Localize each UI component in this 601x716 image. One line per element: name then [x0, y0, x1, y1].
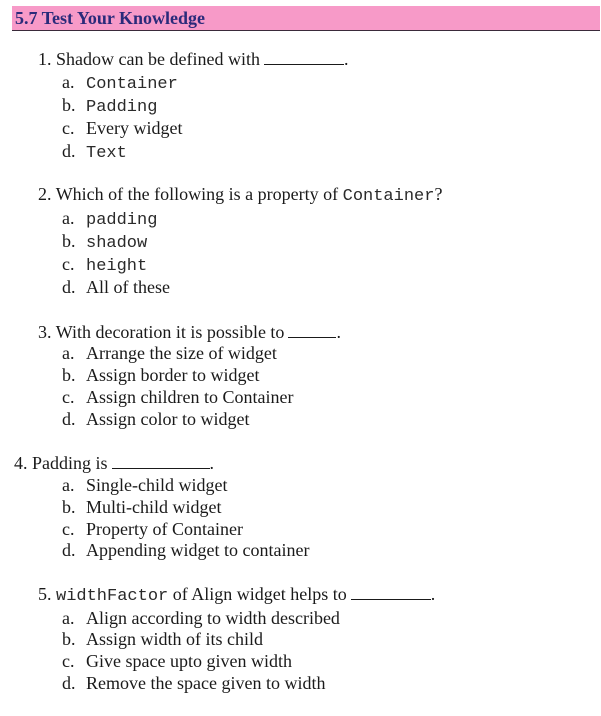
question-number: 5.: [38, 584, 52, 604]
option-2a: a. padding: [62, 208, 158, 230]
section-header: [12, 6, 600, 31]
answer-blank: [351, 585, 431, 600]
question-5-stem: [38, 583, 435, 608]
option-5b: b. Assign width of its child: [62, 629, 264, 649]
question-3-stem: [38, 321, 341, 343]
question-1-stem: [38, 48, 348, 70]
option-4b: b. Multi-child widget: [62, 497, 222, 517]
question-text-end: .: [343, 49, 349, 69]
option-1d: d. Text: [62, 141, 127, 163]
code-word: Container: [342, 187, 435, 206]
option-5a: a. Align according to width described: [62, 608, 340, 628]
option-1c: c. Every widget: [62, 118, 183, 138]
answer-blank: [288, 323, 336, 338]
answer-blank: [264, 50, 344, 65]
question-number: 2.: [38, 184, 52, 204]
option-2c: c. height: [62, 254, 148, 276]
question-text: Shadow can be defined with: [56, 49, 260, 69]
question-4-stem: [14, 452, 214, 474]
option-2d: d. All of these: [62, 277, 170, 297]
question-2-stem: [38, 183, 442, 208]
code-word: widthFactor: [56, 587, 169, 606]
question-number: 1.: [38, 49, 52, 69]
question-text: With decoration it is possible to: [55, 322, 285, 342]
option-4a: a. Single-child widget: [62, 475, 228, 495]
option-4d: d. Appending widget to container: [62, 540, 310, 560]
option-3b: b. Assign border to widget: [62, 365, 260, 385]
option-1a: a. Container: [62, 72, 178, 94]
question-text-end: .: [430, 584, 436, 604]
option-3c: c. Assign children to Container: [62, 387, 294, 407]
option-5d: d. Remove the space given to width: [62, 673, 326, 693]
option-3d: d. Assign color to widget: [62, 409, 250, 429]
answer-blank: [112, 454, 210, 469]
question-text-end: .: [336, 322, 341, 342]
question-text: of Align widget helps to: [172, 584, 347, 604]
option-4c: c. Property of Container: [62, 519, 243, 539]
question-text-end: ?: [434, 184, 443, 204]
question-number: 3.: [38, 322, 52, 342]
question-text: Which of the following is a property of: [55, 184, 339, 204]
option-5c: c. Give space upto given width: [62, 651, 292, 671]
section-title: 5.7 Test Your Knowledge: [15, 8, 206, 28]
question-text: Padding is: [32, 453, 108, 473]
option-2b: b. shadow: [62, 231, 148, 253]
option-1b: b. Padding: [62, 95, 158, 117]
option-3a: a. Arrange the size of widget: [62, 343, 277, 363]
question-text-end: .: [209, 453, 215, 473]
question-number: 4.: [14, 453, 28, 473]
